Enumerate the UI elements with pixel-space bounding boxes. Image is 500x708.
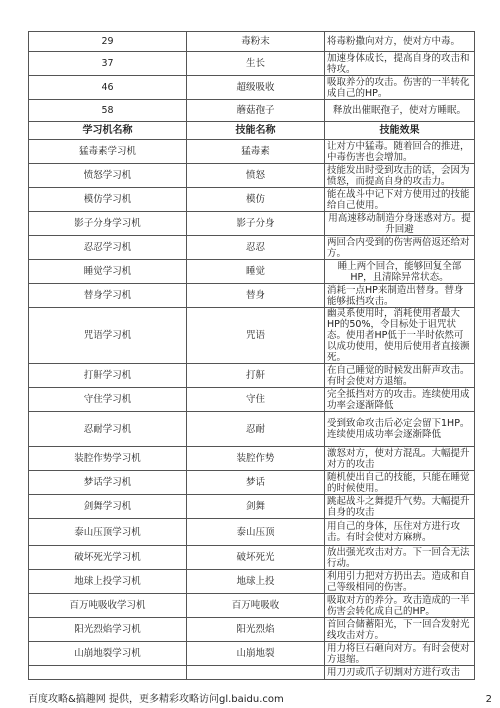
skill-table <box>28 31 475 680</box>
table-cell: 46 <box>29 76 187 100</box>
table-row <box>29 546 475 570</box>
table-cell: 地球上投 <box>187 570 325 594</box>
table-cell: 剑舞学习机 <box>29 495 187 519</box>
table-cell: 破坏死光 <box>187 546 325 570</box>
table-cell: 技能发出时受到攻击的话，会因为愤怒，而提高自身的攻击力。 <box>325 164 475 188</box>
table-cell: 蘑菇孢子 <box>187 100 325 122</box>
table-cell: 忍耐 <box>187 412 325 447</box>
table-row <box>29 32 475 52</box>
table-cell: 猛毒素 <box>187 140 325 164</box>
table-cell: 地球上投学习机 <box>29 570 187 594</box>
table-row <box>29 666 475 680</box>
table-cell: 将毒粉撒向对方，使对方中毒。 <box>325 32 475 52</box>
table-cell: 在自己睡觉的时候发出鼾声攻击。有时会使对方退缩。 <box>325 364 475 388</box>
table-cell: 利用引力把对方扔出去。造成和自己等级相同的伤害。 <box>325 570 475 594</box>
table-cell: 影子分身学习机 <box>29 212 187 236</box>
table-cell: 山崩地裂 <box>187 642 325 666</box>
table-cell: 睡上两个回合，能够回复全部HP，且清除异常状态。 <box>325 260 475 284</box>
table-cell: 模仿 <box>187 188 325 212</box>
table-header-row <box>29 122 475 140</box>
header-cell: 技能名称 <box>187 122 325 140</box>
table-cell: 幽灵系使用时，消耗使用者最大HP的50%，令目标处于诅咒状态。使用者HP低于一半时依然可以成功使用，使用后使用者直接濒死。 <box>325 308 475 364</box>
table-cell: 愤怒学习机 <box>29 164 187 188</box>
table-cell: 睡觉学习机 <box>29 260 187 284</box>
table-cell: 愤怒 <box>187 164 325 188</box>
table-cell: 受到致命攻击后必定会留下1HP。连续使用成功率会逐渐降低 <box>325 412 475 447</box>
table-cell: 两回合内受到的伤害两倍返还给对方。 <box>325 236 475 260</box>
table-cell: 剑舞 <box>187 495 325 519</box>
table-row <box>29 212 475 236</box>
table-row <box>29 52 475 76</box>
table-cell: 替身 <box>187 284 325 308</box>
table-cell: 替身学习机 <box>29 284 187 308</box>
table-cell: 梦话学习机 <box>29 471 187 495</box>
footer-text: 百度攻略&搞趣网 提供，更多精彩攻略访问gl.baidu.com <box>28 694 284 705</box>
table-cell: 完全抵挡对方的攻击。连续使用成功率会逐渐降低 <box>325 388 475 412</box>
table-cell: 让对方中猛毒。随着回合的推进，中毒伤害也会增加。 <box>325 140 475 164</box>
table-row <box>29 471 475 495</box>
table-row <box>29 594 475 618</box>
table-cell: 首回合储蓄阳光，下一回合发射光线攻击对方。 <box>325 618 475 642</box>
table-cell: 加速身体成长，提高自身的攻击和特攻。 <box>325 52 475 76</box>
table-cell: 影子分身 <box>187 212 325 236</box>
table-row <box>29 164 475 188</box>
table-cell: 跳起战斗之舞提升气势。大幅提升自身的攻击 <box>325 495 475 519</box>
table-row <box>29 308 475 364</box>
table-cell: 58 <box>29 100 187 122</box>
table-row <box>29 642 475 666</box>
table-cell: 用自己的身体，压住对方进行攻击。有时会使对方麻痹。 <box>325 519 475 546</box>
table-cell: 消耗一点HP来制造出替身。替身能够抵挡攻击。 <box>325 284 475 308</box>
table-cell: 阳光烈焰 <box>187 618 325 642</box>
table-cell: 超级吸收 <box>187 76 325 100</box>
table-cell <box>187 666 325 680</box>
table-row <box>29 570 475 594</box>
table-cell: 能在战斗中记下对方使用过的技能给自己使用。 <box>325 188 475 212</box>
table-cell: 37 <box>29 52 187 76</box>
table-cell: 装腔作势 <box>187 447 325 471</box>
table-cell: 山崩地裂学习机 <box>29 642 187 666</box>
table-cell: 破坏死光学习机 <box>29 546 187 570</box>
table-cell: 打鼾学习机 <box>29 364 187 388</box>
table-cell: 泰山压顶 <box>187 519 325 546</box>
table-cell: 吸取对方的养分。攻击造成的一半伤害会转化成自己的HP。 <box>325 594 475 618</box>
table-cell: 释放出催眠孢子，使对方睡眠。 <box>325 100 475 122</box>
table-cell: 梦话 <box>187 471 325 495</box>
table-cell: 睡觉 <box>187 260 325 284</box>
table-cell: 百万吨吸收学习机 <box>29 594 187 618</box>
table-cell: 忍忍学习机 <box>29 236 187 260</box>
table-cell: 阳光烈焰学习机 <box>29 618 187 642</box>
table-cell: 激怒对方，使对方混乱。大幅提升对方的攻击 <box>325 447 475 471</box>
table-cell: 随机使出自己的技能，只能在睡觉的时候使用。 <box>325 471 475 495</box>
table-cell: 用力将巨石砸向对方。有时会使对方退缩。 <box>325 642 475 666</box>
table-cell: 毒粉末 <box>187 32 325 52</box>
table-cell: 泰山压顶学习机 <box>29 519 187 546</box>
table-row <box>29 100 475 122</box>
table-row <box>29 618 475 642</box>
table-cell: 守住 <box>187 388 325 412</box>
table-row <box>29 495 475 519</box>
table-cell: 29 <box>29 32 187 52</box>
table-cell: 打鼾 <box>187 364 325 388</box>
table-row <box>29 236 475 260</box>
page-number: 2 <box>485 694 492 705</box>
header-cell: 学习机名称 <box>29 122 187 140</box>
table-row <box>29 140 475 164</box>
table-cell: 用刀刃或爪子切割对方进行攻击 <box>325 666 475 680</box>
table-row <box>29 284 475 308</box>
table-cell: 咒语学习机 <box>29 308 187 364</box>
skill-table-body <box>29 32 475 680</box>
table-cell: 吸取养分的攻击。伤害的一半转化成自己的HP。 <box>325 76 475 100</box>
table-row <box>29 76 475 100</box>
table-row <box>29 188 475 212</box>
table-row <box>29 447 475 471</box>
header-cell: 技能效果 <box>325 122 475 140</box>
table-cell: 忍忍 <box>187 236 325 260</box>
table-row <box>29 364 475 388</box>
table-cell: 生长 <box>187 52 325 76</box>
table-cell: 百万吨吸收 <box>187 594 325 618</box>
table-row <box>29 260 475 284</box>
table-row <box>29 412 475 447</box>
table-cell: 守住学习机 <box>29 388 187 412</box>
table-cell: 放出强光攻击对方。下一回合无法行动。 <box>325 546 475 570</box>
table-cell: 猛毒素学习机 <box>29 140 187 164</box>
table-cell <box>29 666 187 680</box>
table-row <box>29 388 475 412</box>
table-row <box>29 519 475 546</box>
table-cell: 模仿学习机 <box>29 188 187 212</box>
table-cell: 用高速移动制造分身迷惑对方。提升回避 <box>325 212 475 236</box>
table-cell: 装腔作势学习机 <box>29 447 187 471</box>
table-cell: 咒语 <box>187 308 325 364</box>
table-cell: 忍耐学习机 <box>29 412 187 447</box>
